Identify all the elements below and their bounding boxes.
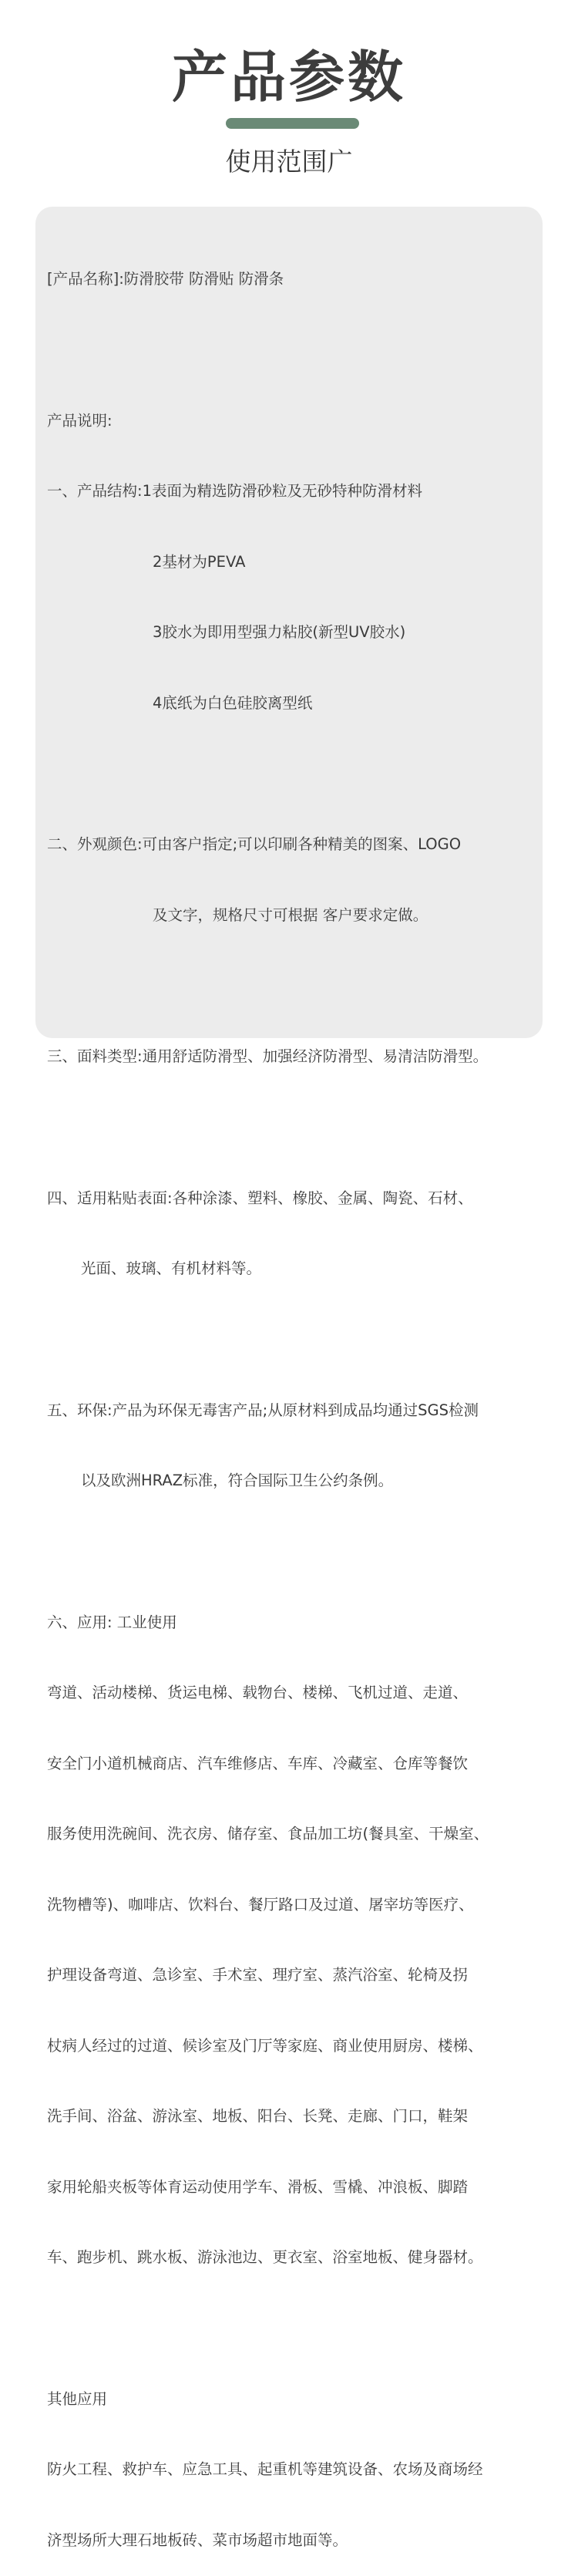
page-title: 产品参数 xyxy=(171,45,406,110)
other-application-heading: 其他应用 xyxy=(47,2389,108,2408)
application-line: 安全门小道机械商店、汽车维修店、车库、冷藏室、仓库等餐饮 xyxy=(47,1754,469,1772)
structure-line-1: 一、产品结构:1表面为精选防滑砂粒及无砂特种防滑材料 xyxy=(47,482,422,500)
surface-line-2: 光面、玻璃、有机材料等。 xyxy=(81,1259,262,1277)
fabric-type-line: 三、面料类型:通用舒适防滑型、加强经济防滑型、易清洁防滑型。 xyxy=(47,1047,489,1065)
description-heading: 产品说明: xyxy=(47,411,113,430)
color-line-1: 二、外观颜色:可由客户指定;可以印刷各种精美的图案、LOGO xyxy=(47,835,462,853)
application-line: 家用轮船夹板等体育运动使用学车、滑板、雪橇、冲浪板、脚踏 xyxy=(47,2177,469,2196)
product-name: [产品名称]:防滑胶带 防滑贴 防滑条 xyxy=(47,270,284,288)
structure-line-2: 2基材为PEVA xyxy=(153,552,246,571)
application-line: 洗手间、浴盆、游泳室、地板、阳台、长凳、走廊、门口，鞋架 xyxy=(47,2107,469,2125)
other-application-line: 防火工程、救护车、应急工具、起重机等建筑设备、农场及商场经 xyxy=(47,2460,483,2478)
eco-line-1: 五、环保:产品为环保无毒害产品;从原材料到成品均通过SGS检测 xyxy=(47,1401,479,1419)
structure-line-4: 4底纸为白色硅胶离型纸 xyxy=(153,693,313,712)
application-line: 车、跑步机、跳水板、游泳池边、更衣室、浴室地板、健身器材。 xyxy=(47,2248,483,2266)
parameters-content xyxy=(47,221,540,2576)
application-line: 弯道、活动楼梯、货运电梯、载物台、楼梯、飞机过道、走道、 xyxy=(47,1684,469,1701)
application-line: 护理设备弯道、急诊室、手术室、理疗室、蒸汽浴室、轮椅及拐 xyxy=(47,1966,469,1984)
structure-line-3: 3胶水为即用型强力粘胶(新型UV胶水) xyxy=(153,623,406,641)
surface-line-1: 四、适用粘贴表面:各种涂漆、塑料、橡胶、金属、陶瓷、石材、 xyxy=(47,1189,473,1207)
eco-line-2: 以及欧洲HRAZ标准，符合国际卫生公约条例。 xyxy=(81,1472,394,1489)
page-subtitle: 使用范围广 xyxy=(225,147,353,177)
application-line: 服务使用洗碗间、洗衣房、储存室、食品加工坊(餐具室、干燥室、 xyxy=(47,1825,489,1843)
application-line: 杖病人经过的过道、候诊室及门厅等家庭、商业使用厨房、楼梯、 xyxy=(47,2036,483,2055)
title-underline-bar xyxy=(226,118,359,129)
color-line-2: 及文字，规格尺寸可根据 客户要求定做。 xyxy=(153,905,428,924)
application-heading: 六、应用: 工业使用 xyxy=(47,1613,177,1631)
other-application-line: 济型场所大理石地板砖、菜市场超市地面等。 xyxy=(47,2530,348,2549)
application-line: 洗物槽等)、咖啡店、饮料台、餐厅路口及过道、屠宰坊等医疗、 xyxy=(47,1895,474,1913)
